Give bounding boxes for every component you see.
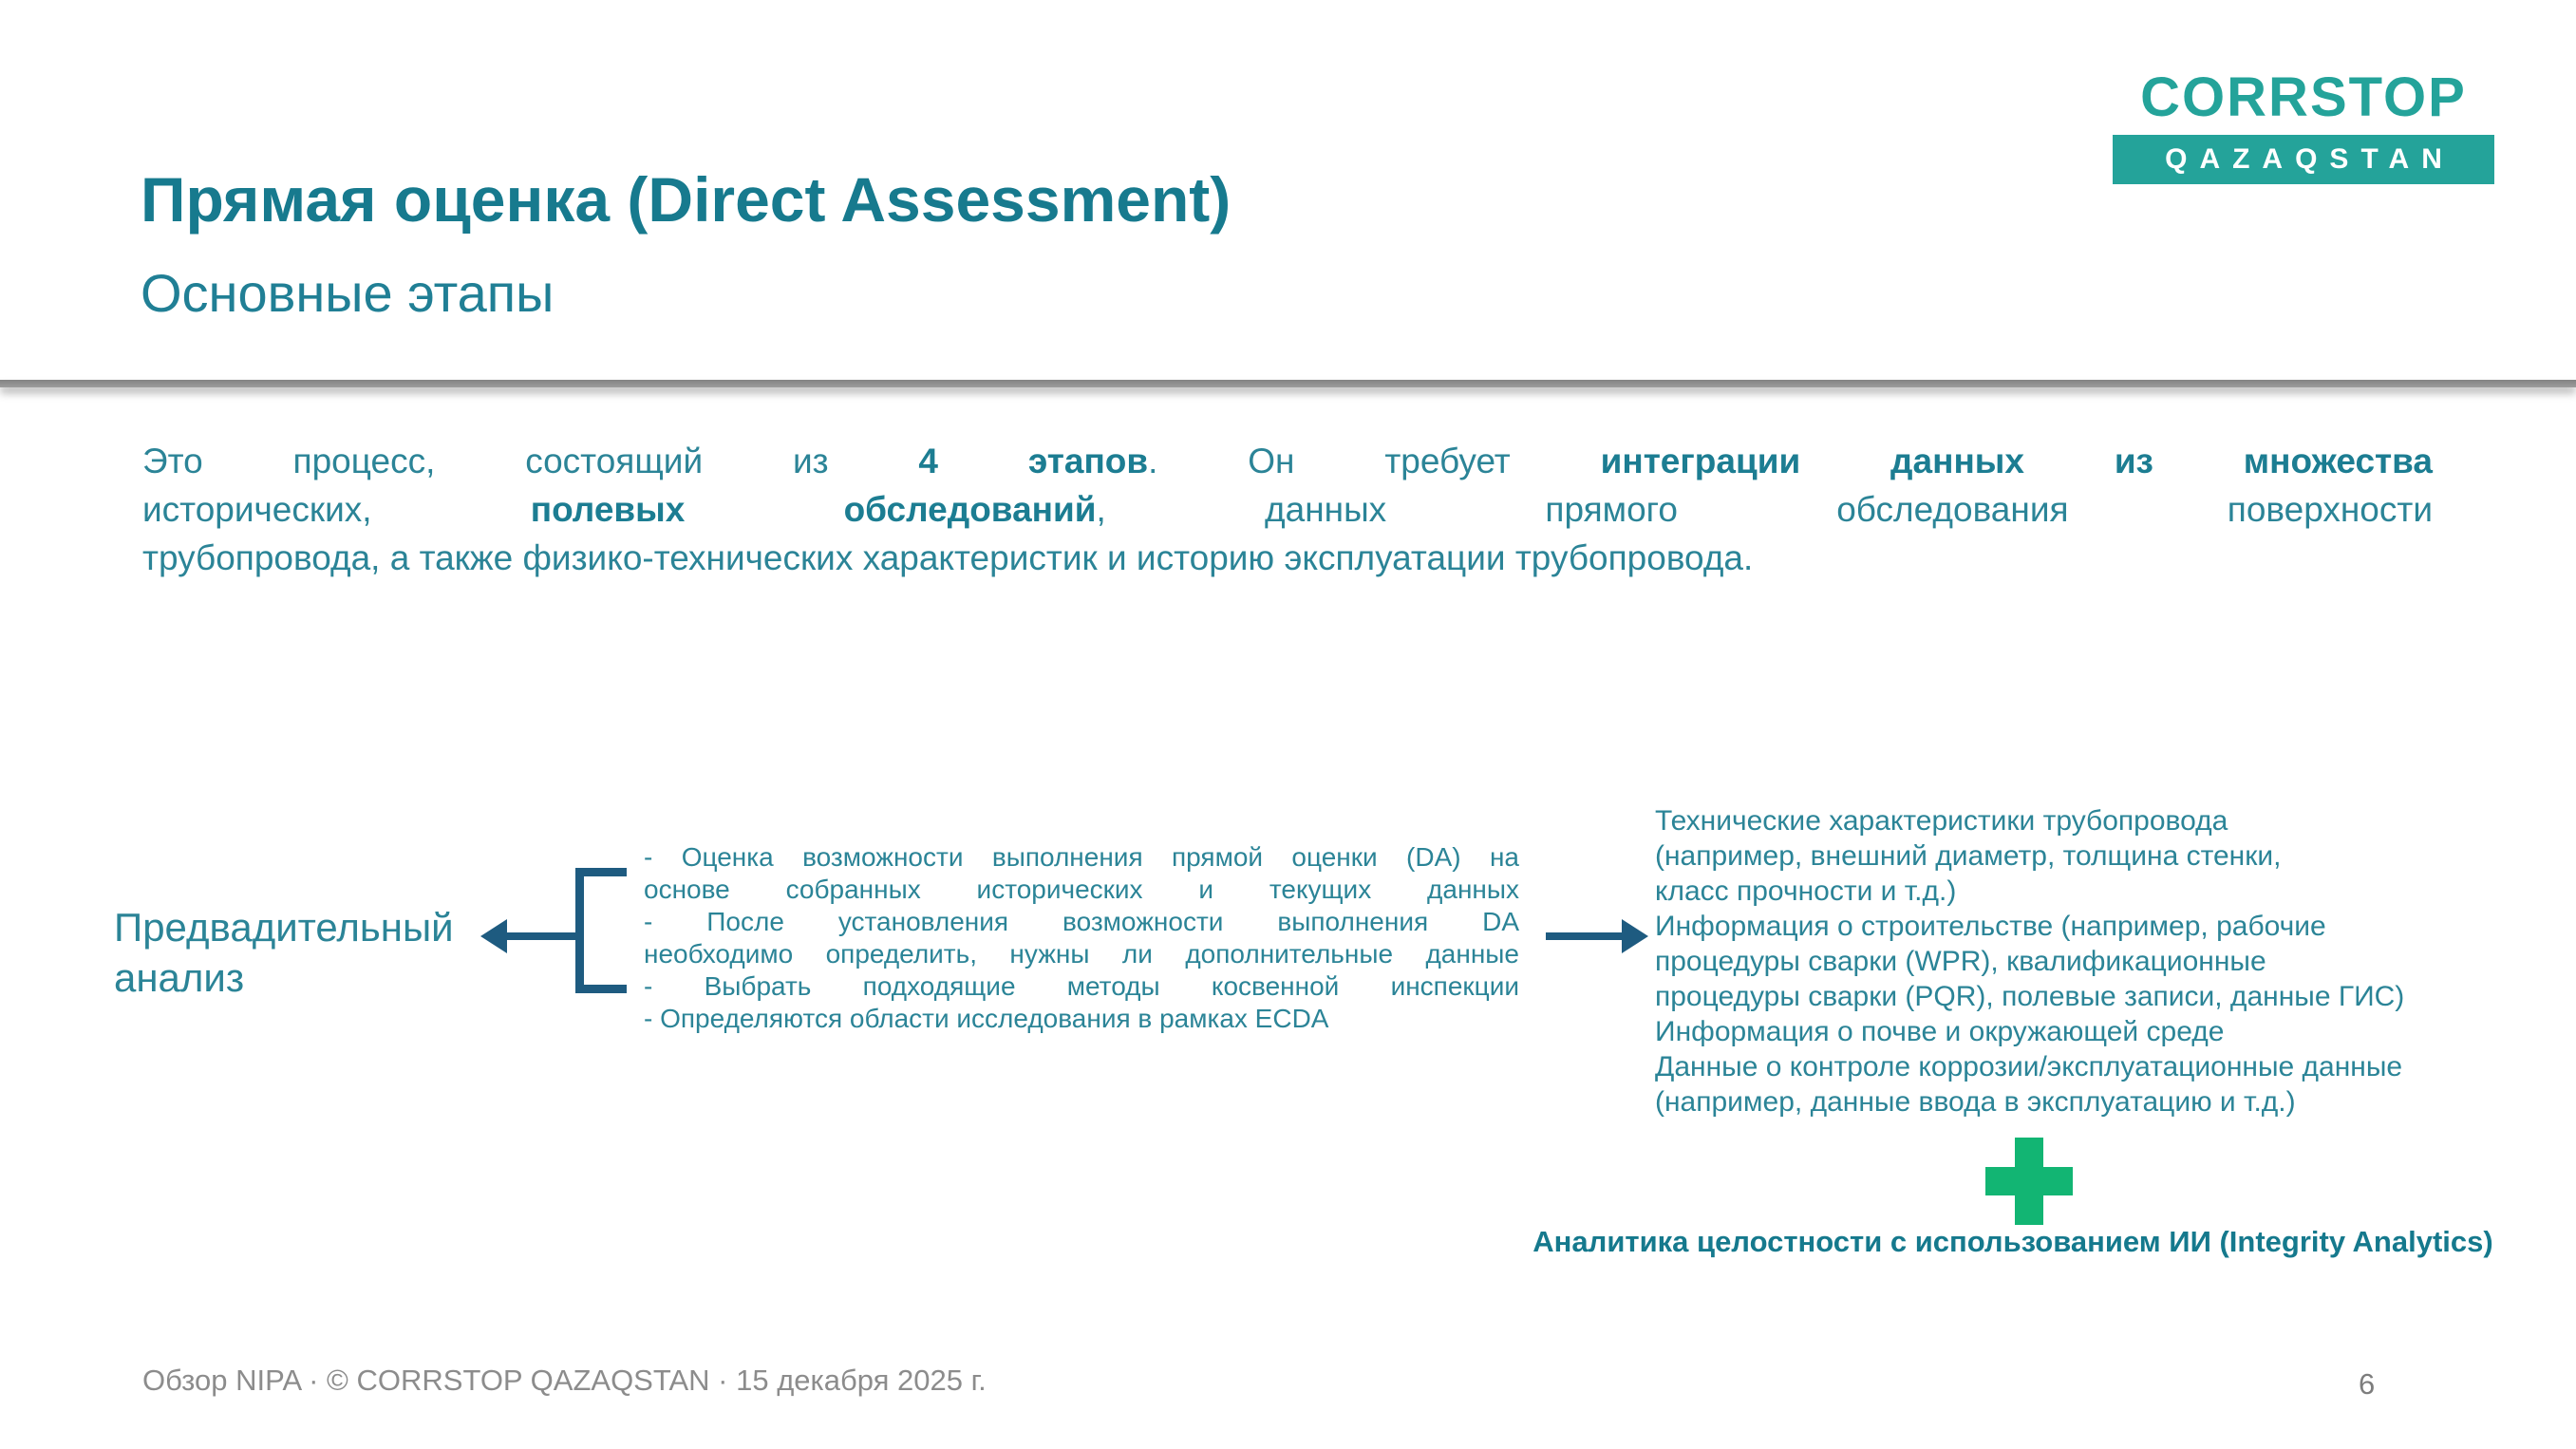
logo-wordmark: CORRSTOP [2140,66,2467,128]
bracket-bottom-stub [575,985,627,993]
preliminary-analysis-bullets [644,841,1519,1035]
info-line: процедуры сварки (WPR), квалификационные [1655,946,2266,977]
intro-line: трубопровода, а также физико-технических характеристик и историю эксплуатации трубопровода. [142,538,1754,577]
info-line: Информация о почве и окружающей среде [1655,1016,2225,1047]
bullet-line: - Определяются области исследования в рамках ECDA [644,1004,1329,1033]
data-sources-list [1655,803,2557,1120]
bullet-line: - После установления возможности выполнения DA [644,907,1519,936]
intro-paragraph [142,437,2433,582]
logo [2113,66,2494,184]
info-line: Технические характеристики трубопровода [1655,805,2228,837]
header-divider [0,380,2576,387]
page-number: 6 [2359,1367,2376,1401]
page-subtitle: Основные этапы [141,263,555,323]
bracket-vertical [575,868,584,993]
bracket-top-stub [575,868,627,876]
info-line: класс прочности и т.д.) [1655,875,1957,907]
info-line: (например, данные ввода в эксплуатацию и т.д.) [1655,1086,2296,1118]
info-line: процедуры сварки (PQR), полевые записи, данные ГИС) [1655,981,2405,1012]
analytics-caption: Аналитика целостности с использованием ИИ (Integrity Analytics) [1532,1225,2493,1258]
bullet-line: - Оценка возможности выполнения прямой оценки (DA) на [644,842,1519,872]
bullet-line: основе собранных исторических и текущих данных [644,875,1519,904]
plus-icon [1985,1138,2073,1225]
intro-line: Это процесс, состоящий из 4 этапов. Он требует интеграции данных из множества [142,442,2433,480]
info-line: (например, внешний диаметр, толщина стенки, [1655,840,2282,872]
footer-text: Обзор NIPA · © CORRSTOP QAZAQSTAN · 15 декабря 2025 г. [142,1364,987,1397]
bullet-line: - Выбрать подходящие методы косвенной инспекции [644,971,1519,1001]
info-line: Информация о строительстве (например, рабочие [1655,911,2326,942]
stage-label: Предвадительный анализ [114,905,454,1000]
page-title: Прямая оценка (Direct Assessment) [141,164,1232,235]
bullet-line: необходимо определить, нужны ли дополнительные данные [644,939,1519,969]
logo-banner: QAZAQSTAN [2113,135,2494,184]
intro-line: исторических, полевых обследований, данных прямого обследования поверхности [142,490,2434,529]
info-line: Данные о контроле коррозии/эксплуатационные данные [1655,1051,2403,1082]
